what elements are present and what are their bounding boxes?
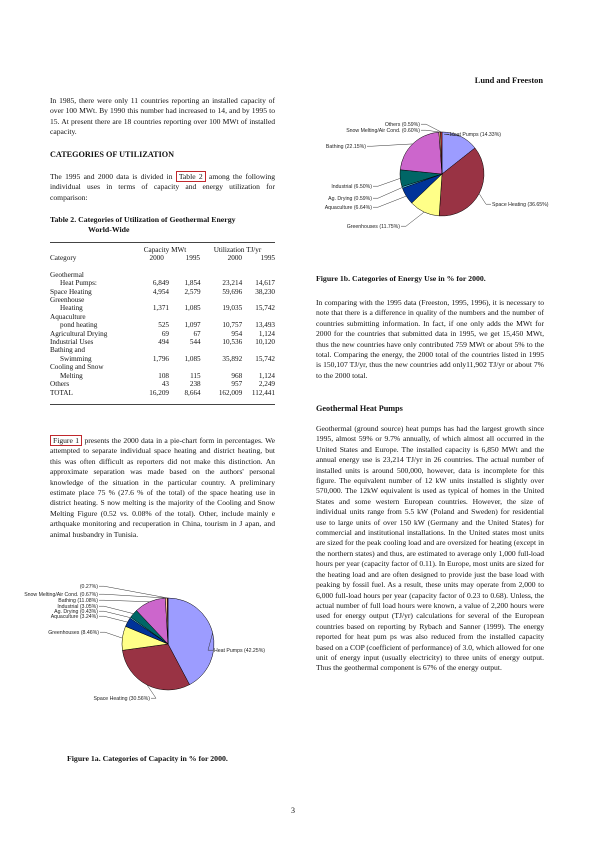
table-cell xyxy=(242,313,275,321)
pie-chart-energy xyxy=(316,110,549,240)
figure-1-link[interactable]: Figure 1 xyxy=(50,435,82,446)
pie-chart-capacity xyxy=(24,578,280,713)
pie-label: Greenhouses (11.75%) xyxy=(346,224,400,230)
table-cell xyxy=(139,363,169,371)
table-cell xyxy=(169,346,201,354)
pie-slice xyxy=(400,132,442,174)
row-label: Swimming xyxy=(60,354,92,363)
table-cell: 43 xyxy=(161,380,169,389)
table-cell xyxy=(201,363,243,371)
table-cell: 1,854 xyxy=(184,279,201,288)
table-2-link[interactable]: Table 2 xyxy=(176,171,206,182)
leader-line xyxy=(421,130,440,132)
table-cell: 23,214 xyxy=(222,279,243,288)
table-header xyxy=(50,246,275,263)
table-2 xyxy=(50,246,275,397)
table-cell: 525 xyxy=(158,321,169,330)
table-row xyxy=(50,313,275,321)
table-row xyxy=(50,321,275,329)
figure1-paragraph xyxy=(50,436,275,540)
table-top-rule xyxy=(50,242,275,243)
leader-line xyxy=(373,187,402,198)
table-cell xyxy=(169,271,201,279)
pie-label: Space Heating (30.56%) xyxy=(93,696,150,702)
pie-label: Aquaculture (6.64%) xyxy=(324,205,372,211)
table-cell: 1,796 xyxy=(152,354,169,363)
pie-label: Ag. Drying (0.59%) xyxy=(328,196,372,202)
table-cell: 954 xyxy=(231,329,243,338)
pie-label: Ag. Drying (0.43%) xyxy=(54,609,98,615)
table-cell xyxy=(242,296,275,304)
pie-label: Heat Pumps (14.33%) xyxy=(450,132,502,138)
table-cell xyxy=(201,296,243,304)
page-number: 3 xyxy=(291,806,295,815)
table-cell: 13,493 xyxy=(255,321,275,330)
leader-line xyxy=(100,632,122,638)
header-year: 2000 xyxy=(149,254,164,263)
comparison-paragraph: In comparing with the 1995 data (Freeston, 1995, 1996), it is necessary to note that there is a difference in quality of the numbers and the number of countries submitting information. In fact, if one only adds the MWt for 2000 for the countries that submitted data in 1995, we get 15,450 MWt, thus the new countries have only contributed 759 MWt or about 5% to the total. Comparing the energy, the 2000 total of the countries listed in 1995 is 150,107 TJ/yr, thus the new countries add only11,902 TJ/yr or about 7% to the 2000 total. xyxy=(316,298,544,380)
table-row xyxy=(50,330,275,338)
table-row xyxy=(50,288,275,296)
figure-1a-caption: Figure 1a. Categories of Capacity in % for 2000. xyxy=(67,754,228,763)
table-cell: 115 xyxy=(190,371,201,380)
table-row xyxy=(50,279,275,287)
pie-label: Aquaculture (3.24%) xyxy=(50,614,98,620)
running-head: Lund and Freeston xyxy=(474,76,543,85)
table-cell xyxy=(201,313,243,321)
table-cell: 108 xyxy=(158,371,169,380)
table-cell: 4,954 xyxy=(152,287,169,296)
leader-line xyxy=(99,606,133,613)
table-cell: 6,849 xyxy=(152,279,169,288)
table-cell xyxy=(169,313,201,321)
table-row xyxy=(50,363,275,371)
leader-line xyxy=(99,616,128,622)
table-cell: 69 xyxy=(161,329,169,338)
figure-1b-caption: Figure 1b. Categories of Energy Use in % for 2000. xyxy=(316,274,486,283)
table-cell xyxy=(201,346,243,354)
row-label: pond heating xyxy=(60,321,98,330)
table-cell: 67 xyxy=(193,329,201,338)
table-cell xyxy=(242,271,275,279)
pie-label: Bathing (11.08%) xyxy=(58,598,98,604)
table-cell: 19,035 xyxy=(222,304,243,313)
table-cell: 38,230 xyxy=(255,287,275,296)
table-cell xyxy=(201,271,243,279)
leader-line xyxy=(373,178,400,186)
table-cell: 1,124 xyxy=(258,371,275,380)
figure1-text: presents the 2000 data in a pie-chart form in percentages. We attempted to separate individual space heating and district heating, but this was often difficult as reporters did not make this distinction. An approximate separation was made based on the authors' personal knowledge of the situation in the particular country. A preliminary estimate place 75 % (27.6 % of the total) of the space heating use in district heating. S now melting is the majority of the Cooling and Snow Melting Figure (0.52 vs. 0.08% of the total). Other, include mainly e arthquake monitoring and recuperation in China, tourism in J apan, and animal husbandry in Tunisia. xyxy=(50,436,275,539)
table-cell: 968 xyxy=(231,371,243,380)
table-title-line1: Table 2. Categories of Utilization of Geothermal Energy xyxy=(50,215,236,224)
pie-label: Industrial (6.50%) xyxy=(331,184,372,190)
heat-pumps-heading: Geothermal Heat Pumps xyxy=(316,404,403,413)
header-year: 2000 xyxy=(227,254,242,263)
pie-label: Others (0.59%) xyxy=(384,122,420,128)
table-row xyxy=(50,338,275,346)
row-label: Melting xyxy=(60,371,83,380)
table-cell: 1,124 xyxy=(258,329,275,338)
table-title-line2: World-Wide xyxy=(88,225,130,234)
table-cell: 544 xyxy=(189,338,201,347)
heat-pumps-paragraph: Geothermal (ground source) heat pumps has had the largest growth since 1995, almost 59% or 9.7% annually, of which almost all occurred in the United States and Europe. The installed capacity is 6,850 MWt and the annual energy use is 23,214 TJ/yr in 26 countries. The actual number of installed units is around 500,000, however, data is incomplete for this figure. The equivalent number of 12 kW units installed is slightly over 570,000. The 12kW equivalent is used as typical of homes in the United States and some western European countries. However, the size of individual units range from 5.5 kW (Poland and Sweden) for residential use to large units of over 150 kW (Germany and the United States) for commercial and institutional installations. In the United states most units are sized for the peak cooling load and are oversized for heating (except in the northern states) and thus, are estimated to average only 1,000 full-load hours per year (capacity factor of 0.11). In Europe, most units are sized for the heating load and are often designed to provide just the base load with peaking by fossil fuel. As a result, these units may operate from 2,000 to 6,000 full-load hours per year (capacity factor of 0.23 to 0.68). Unless, the actual number of full load hours were known, a value of 2,200 hours were used for energy output (TJ/yr) calculations for several of the European countries based on reporting by Rybach and Sanner (1999). The energy reported for heat pum ps was also reduced from the installed capacity based on a COP (coefficient of performance) of 3.0, which allowed for one unit of energy input (usually electricity) to three units of energy output. Thus the geothermal component is 67% of the energy output. xyxy=(316,424,544,673)
leader-line xyxy=(373,196,406,207)
table-cell xyxy=(139,346,169,354)
table-cell xyxy=(139,271,169,279)
table-row xyxy=(50,304,275,312)
pie-label: (0.27%) xyxy=(79,584,98,590)
table-cell xyxy=(242,363,275,371)
table-cell: 15,742 xyxy=(255,304,275,313)
row-label: Agricultural Drying xyxy=(50,329,108,338)
row-label: Bathing and xyxy=(50,346,85,355)
row-label: Cooling and Snow xyxy=(50,363,104,372)
table-row xyxy=(50,372,275,380)
table-cell: 1,371 xyxy=(152,304,169,313)
row-label: TOTAL xyxy=(50,388,73,397)
row-label: Heat Pumps: xyxy=(60,279,97,288)
table-cell: 16,209 xyxy=(149,388,169,397)
table-cell: 238 xyxy=(189,380,201,389)
leader-line xyxy=(479,194,491,205)
row-label: Space Heating xyxy=(50,287,92,296)
pie-label: Snow Melting/Air Cond. (0.67%) xyxy=(24,592,98,598)
leader-line xyxy=(99,600,150,602)
table-cell: 1,085 xyxy=(184,354,201,363)
pie-label: Bathing (22.15%) xyxy=(325,144,366,150)
table-bottom-rule xyxy=(50,404,275,405)
intro-paragraph: In 1985, there were only 11 countries reporting an installed capacity of over 100 MWt. By 1990 this number had increased to 14, and by 1995 to 15. At present there are 18 countries reporting over 100 MWt of installed capacity. xyxy=(50,96,275,137)
table-cell: 35,892 xyxy=(222,354,243,363)
table-title xyxy=(50,215,275,235)
table-row xyxy=(50,355,275,363)
pie-label: Industrial (3.05%) xyxy=(57,604,98,610)
table-row xyxy=(50,296,275,304)
pie-label: Snow Melting/Air Cond. (0.60%) xyxy=(346,128,420,134)
row-label: Others xyxy=(50,380,70,389)
categories-text-after: among the following individual uses in terms of capacity and energy utilization for comparison: xyxy=(50,172,276,202)
table-cell: 957 xyxy=(231,380,243,389)
table-cell: 10,120 xyxy=(255,338,275,347)
table-cell: 112,441 xyxy=(251,388,275,397)
header-utilization: Utilization TJ/yr xyxy=(213,246,262,254)
table-cell: 8,664 xyxy=(184,388,201,397)
table-cell: 2,579 xyxy=(184,287,201,296)
table-cell xyxy=(242,346,275,354)
leader-line xyxy=(401,212,424,226)
categories-heading: CATEGORIES OF UTILIZATION xyxy=(50,150,175,159)
table-cell: 2,249 xyxy=(258,380,275,389)
leader-line xyxy=(99,611,130,617)
row-label: Industrial Uses xyxy=(50,338,94,347)
categories-text-before: The 1995 and 2000 data is divided in xyxy=(50,172,176,181)
table-cell: 162,009 xyxy=(218,388,243,397)
header-year: 1995 xyxy=(185,254,200,263)
table-row xyxy=(50,271,275,279)
table-cell: 1,085 xyxy=(184,304,201,313)
table-row xyxy=(50,346,275,354)
table-cell: 10,757 xyxy=(222,321,243,330)
table-cell: 494 xyxy=(158,338,169,347)
table-cell xyxy=(139,313,169,321)
table-cell xyxy=(139,296,169,304)
header-capacity: Capacity MWt xyxy=(143,246,187,254)
pie-label: Heat Pumps (42.25%) xyxy=(214,648,266,654)
table-cell xyxy=(169,296,201,304)
table-cell: 1,097 xyxy=(184,321,201,330)
table-row xyxy=(50,380,275,388)
row-label: Aquaculture xyxy=(50,312,86,321)
table-cell: 14,617 xyxy=(255,279,275,288)
table-cell: 10,536 xyxy=(222,338,243,347)
table-cell: 15,742 xyxy=(255,354,275,363)
header-year: 1995 xyxy=(260,254,275,263)
table-cell xyxy=(169,363,201,371)
row-label: Greenhouse xyxy=(50,296,85,305)
pie-label: Space Heating (36.65%) xyxy=(492,202,549,208)
table-cell: 59,696 xyxy=(222,287,243,296)
leader-line xyxy=(367,144,413,146)
table-row xyxy=(50,389,275,397)
pie-label: Greenhouses (8.46%) xyxy=(48,630,99,636)
header-category: Category xyxy=(50,254,77,263)
categories-paragraph xyxy=(50,172,275,203)
table-body xyxy=(50,271,275,397)
row-label: Geothermal xyxy=(50,270,84,279)
row-label: Heating xyxy=(60,304,83,313)
